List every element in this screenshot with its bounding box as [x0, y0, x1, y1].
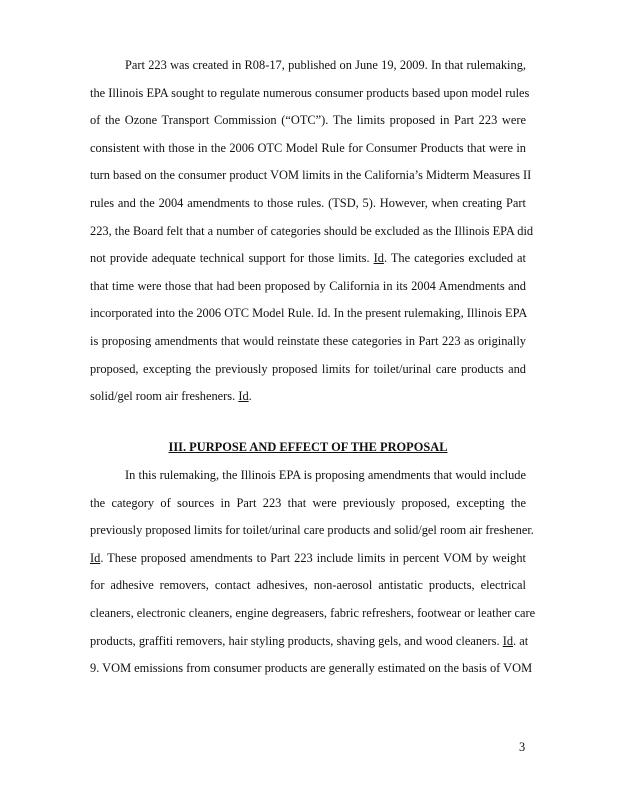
text-line: for adhesive removers, contact adhesives, non-aerosol antistatic products, electrical	[90, 578, 526, 593]
text-line: 9. VOM emissions from consumer products are generally estimated on the basis of VOM	[90, 661, 533, 676]
text-line	[90, 545, 526, 573]
text-line	[90, 245, 526, 273]
citation-id: Id	[238, 389, 249, 404]
paragraph-part-223-history	[90, 52, 534, 411]
text-line: turn based on the consumer product VOM limits in the California’s Midterm Measures II	[90, 168, 532, 183]
paragraph-purpose-effect	[90, 462, 536, 683]
citation-id: Id	[373, 251, 384, 266]
citation-id: Id	[502, 633, 514, 648]
citation-id: Id	[90, 550, 101, 565]
text-span: .	[248, 389, 252, 404]
text-line: cleaners, electronic cleaners, engine degreasers, fabric refreshers, footwear or leather care	[90, 605, 536, 620]
text-span: solid/gel room air fresheners.	[90, 389, 239, 404]
text-line: rules and the 2004 amendments to those rules. (TSD, 5). However, when creating Part	[90, 195, 526, 210]
text-span: products, graffiti removers, hair styling products, shaving gels, and wood cleaners.	[90, 633, 503, 648]
text-span: . The categories excluded at	[383, 251, 526, 266]
page-number: 3	[519, 740, 526, 754]
section-heading-text: III. PURPOSE AND EFFECT OF THE PROPOSAL	[168, 440, 448, 454]
text-line: proposed, excepting the previously proposed limits for toilet/urinal care products and	[90, 361, 526, 376]
section-heading	[90, 434, 526, 462]
text-line: previously proposed limits for toilet/urinal care products and solid/gel room air freshener.	[90, 523, 534, 538]
text-line: is proposing amendments that would reinstate these categories in Part 223 as originally	[90, 333, 526, 348]
text-line: 223, the Board felt that a number of categories should be excluded as the Illinois EPA did	[90, 223, 534, 238]
text-line: that time were those that had been proposed by California in its 2004 Amendments and	[90, 278, 526, 293]
text-span: not provide adequate technical support for those limits.	[90, 251, 374, 266]
text-line	[90, 628, 529, 656]
text-line: In this rulemaking, the Illinois EPA is proposing amendments that would include	[125, 468, 526, 482]
text-line: the category of sources in Part 223 that were previously proposed, excepting the	[90, 495, 526, 510]
text-line: of the Ozone Transport Commission (“OTC”). The limits proposed in Part 223 were	[90, 113, 526, 128]
text-span: . These proposed amendments to Part 223 include limits in percent VOM by weight	[100, 550, 526, 565]
text-line: the Illinois EPA sought to regulate numerous consumer products based upon model rules	[90, 85, 530, 100]
text-line	[90, 383, 526, 411]
text-line: incorporated into the 2006 OTC Model Rule. Id. In the present rulemaking, Illinois EPA	[90, 306, 528, 321]
text-line: consistent with those in the 2006 OTC Model Rule for Consumer Products that were in	[90, 140, 526, 155]
text-line: Part 223 was created in R08-17, published on June 19, 2009. In that rulemaking,	[125, 58, 526, 72]
text-span: . at	[513, 633, 529, 648]
